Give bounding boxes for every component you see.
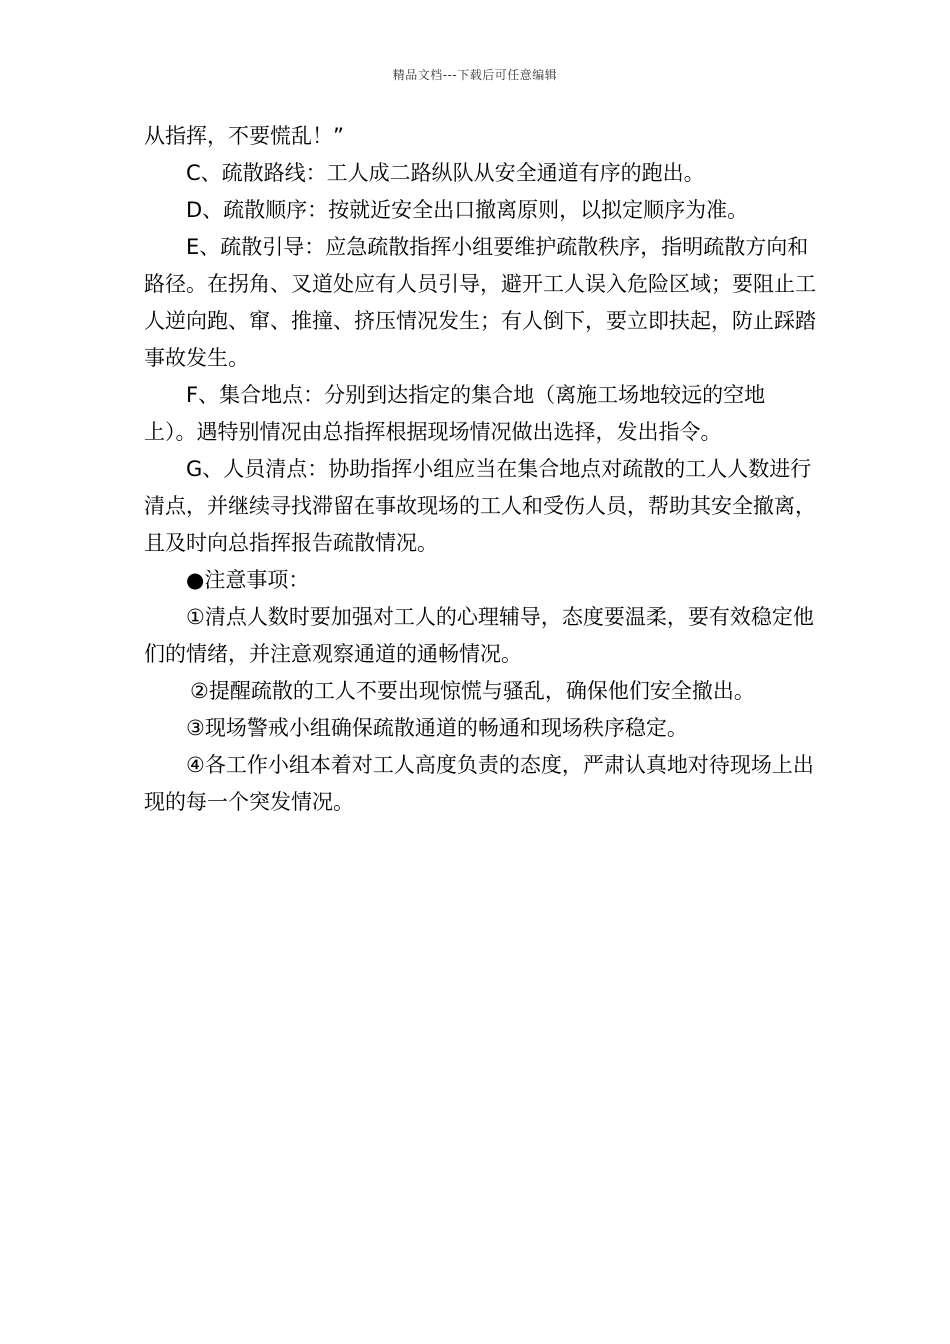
page-header: 精品文档---下载后可任意编辑: [392, 68, 558, 82]
paragraph-continuation: 从指挥，不要慌乱！”: [144, 124, 344, 148]
paragraph-evacuation-order: D、疏散顺序：按就近安全出口撤离原则，以拟定顺序为准。: [186, 198, 749, 222]
paragraph-headcount: G、人员清点：协助指挥小组应当在集合地点对疏散的工人人数进行清点，并继续寻找滞留在事故现场的工人和受伤人员，帮助其安全撤离，且及时向总指挥报告疏散情况。: [144, 457, 816, 555]
paragraph-evacuation-guidance: E、疏散引导：应急疏散指挥小组要维护疏散秩序，指明疏散方向和路径。在拐角、叉道处应有人员引导，避开工人误入危险区域；要阻止工人逆向跑、窜、推撞、挤压情况发生；有人倒下，要立即扶起，防止踩踏事故发生。: [144, 235, 816, 370]
note-item-1: ①清点人数时要加强对工人的心理辅导，态度要温柔，要有效稳定他们的情绪，并注意观察通道的通畅情况。: [144, 605, 814, 666]
note-item-3: ③现场警戒小组确保疏散通道的畅通和现场秩序稳定。: [186, 716, 688, 740]
note-item-4: ④各工作小组本着对工人高度负责的态度，严肃认真地对待现场上出现的每一个突发情况。: [144, 753, 814, 814]
paragraph-assembly-point: F、集合地点：分别到达指定的集合地（离施工场地较远的空地上）。遇特别情况由总指挥根据现场情况做出选择，发出指令。: [144, 383, 766, 444]
document-body: [144, 118, 816, 821]
note-item-2: ②提醒疏散的工人不要出现惊慌与骚乱，确保他们安全撤出。: [190, 679, 755, 703]
notes-heading: ●注意事项：: [186, 568, 310, 592]
paragraph-evacuation-route: C、疏散路线：工人成二路纵队从安全通道有序的跑出。: [186, 161, 705, 185]
